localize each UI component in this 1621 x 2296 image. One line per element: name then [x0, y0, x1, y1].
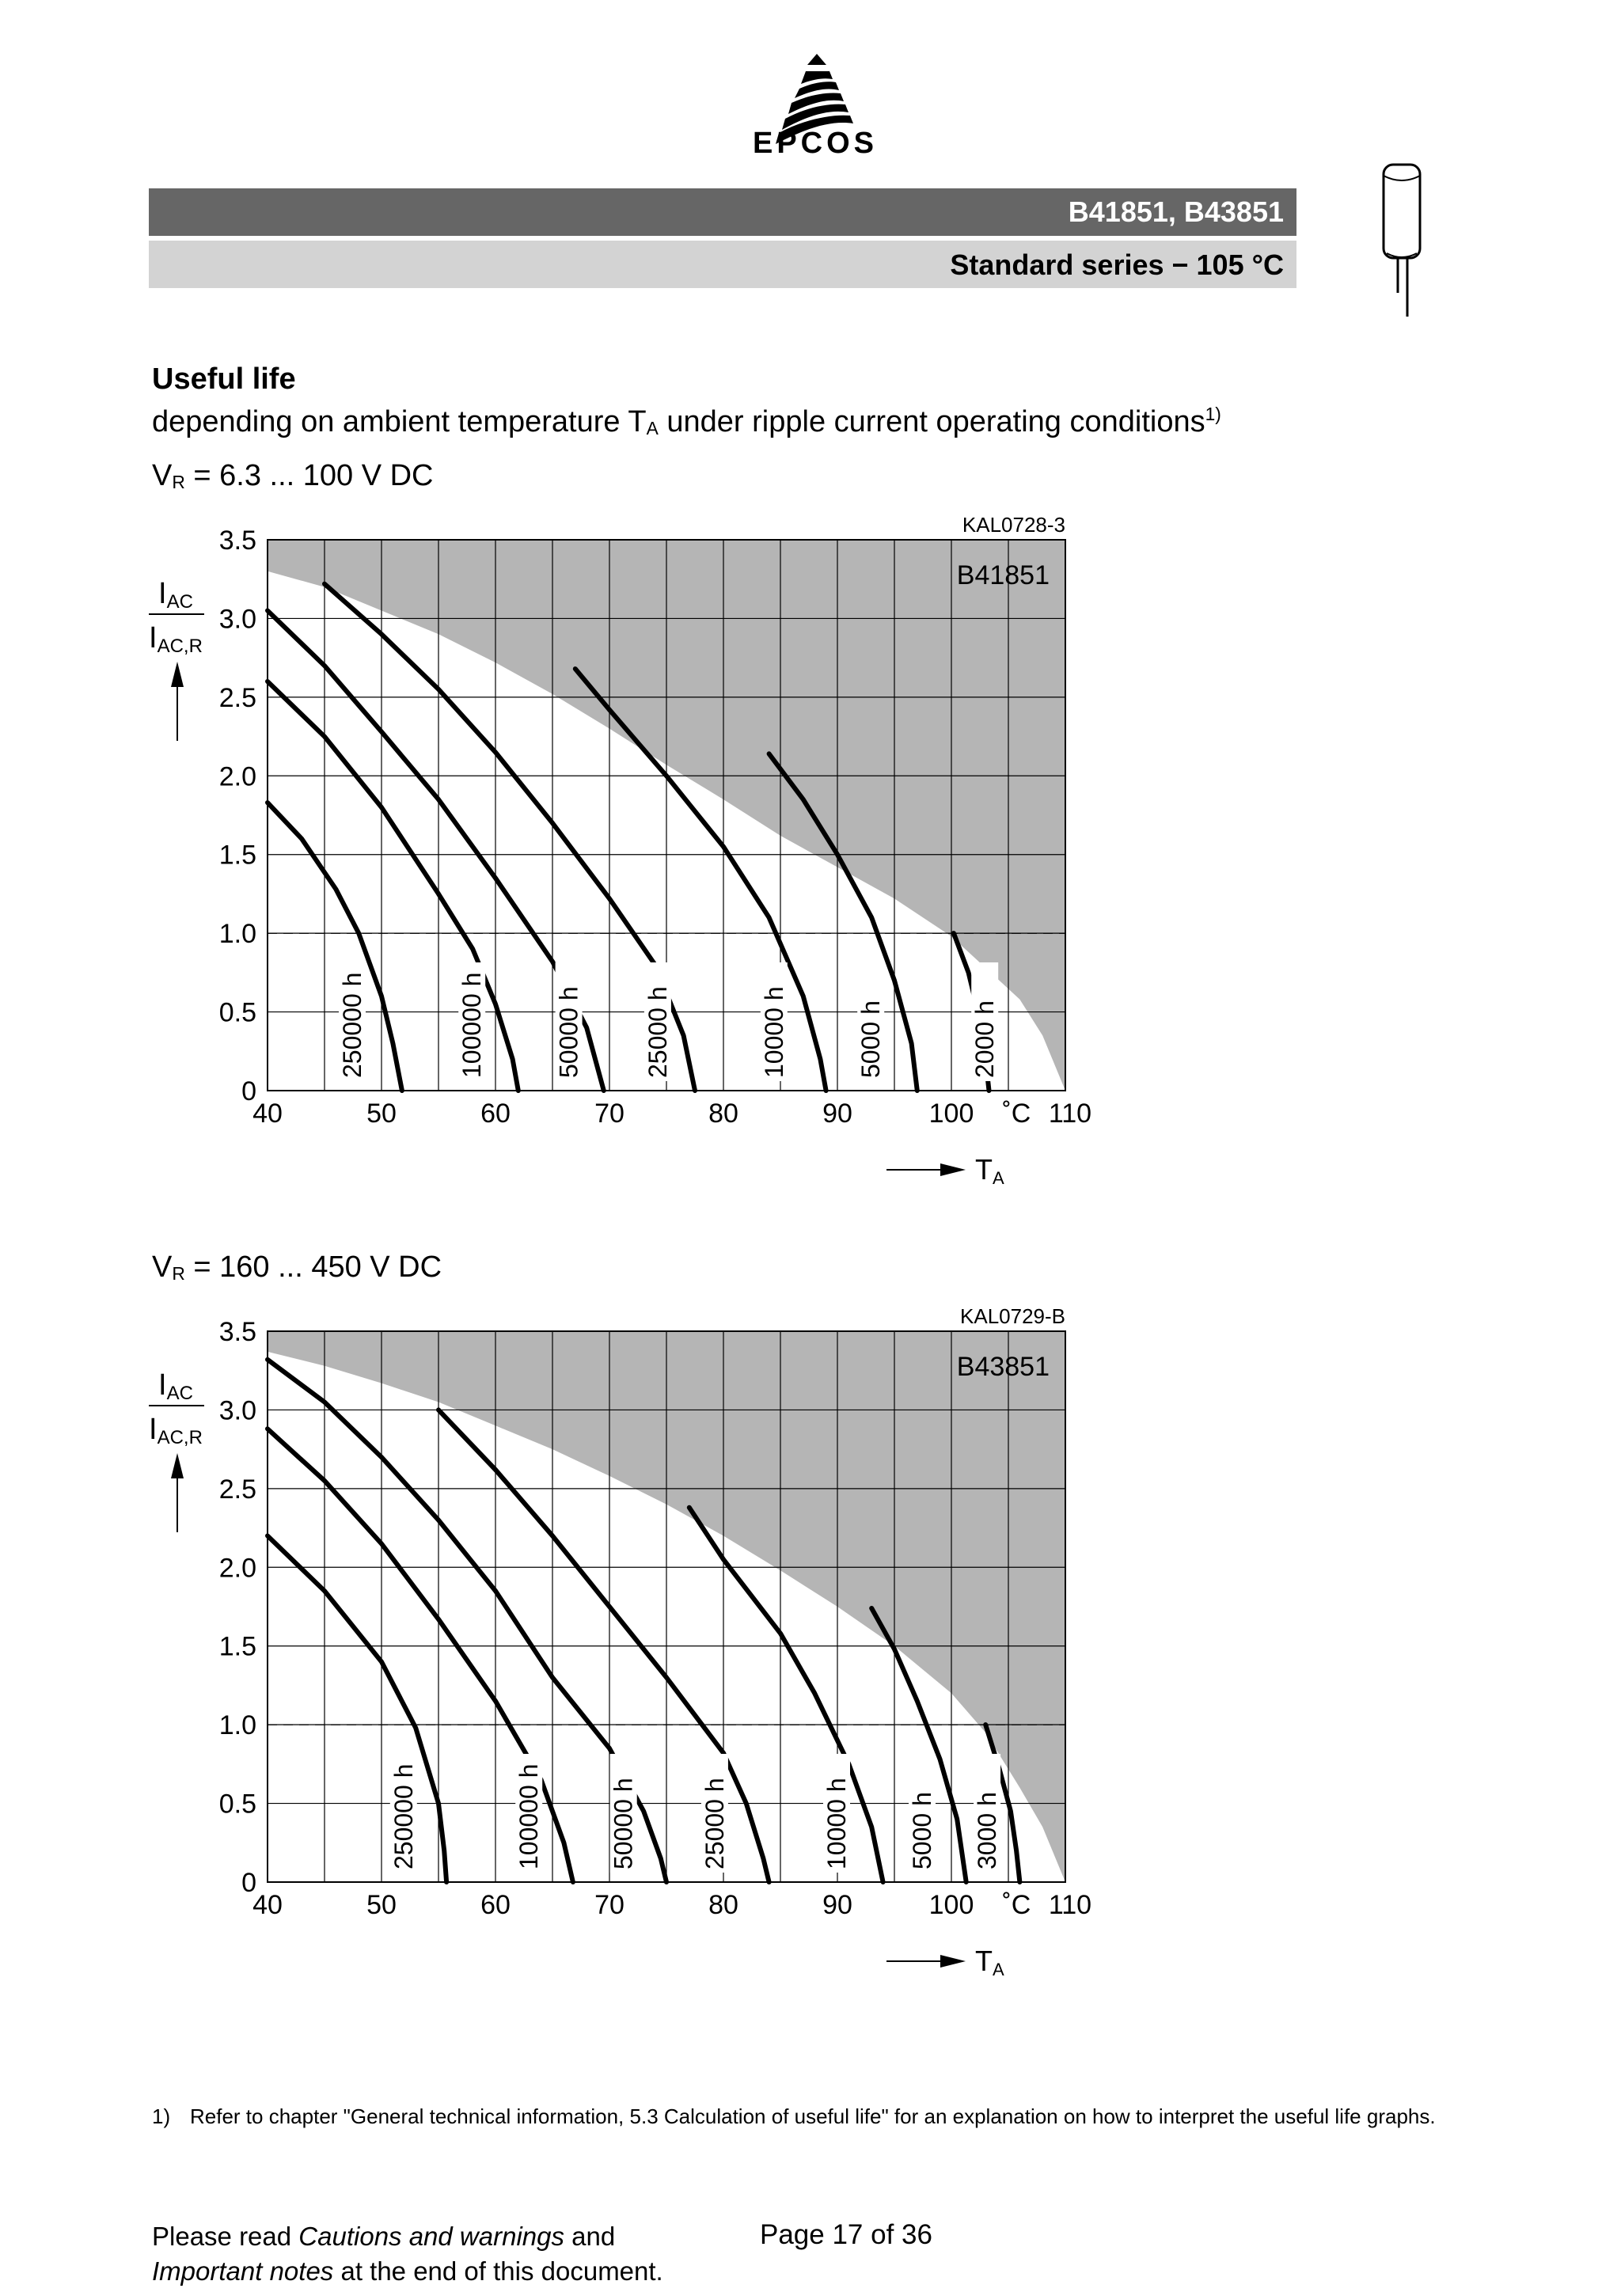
x-tick-label: 100: [928, 1890, 974, 1920]
section-subtitle: depending on ambient temperature $T_A$ under ripple current operating conditions$^{1)}$: [152, 404, 1221, 438]
x-tick-label: 110: [1048, 1890, 1092, 1920]
useful-life-chart-b41851: [0, 507, 1621, 1219]
x-tick-label: 90: [822, 1099, 852, 1129]
y-arrow-head: [171, 662, 184, 687]
y-tick-label: 3.0: [218, 604, 256, 635]
curve-250000-h: [268, 1536, 446, 1883]
voltage-label-2: $V_R = 160$ ... 450 V DC: [152, 1250, 442, 1284]
y-tick-label: 1.0: [218, 1710, 256, 1741]
x-unit: ˚C: [1002, 1890, 1031, 1920]
y-label-numerator: IAC: [158, 577, 193, 613]
x-arrow-head: [940, 1955, 966, 1968]
footnote-number: 1): [152, 2104, 171, 2128]
x-tick-label: 110: [1048, 1099, 1092, 1129]
x-axis-label: TA: [975, 1945, 1004, 1979]
footer-notice: Please read Cautions and warnings and Important notes at the end of this document.: [152, 2222, 663, 2286]
series-label: B41851: [956, 560, 1050, 590]
curve-label: 5000 h: [908, 1792, 936, 1869]
footnote-text: Refer to chapter "General technical information, 5.3 Calculation of useful life" for an explanation on how to interpret the useful life graphs.: [190, 2104, 1436, 2128]
y-tick-label: 1.5: [218, 1631, 256, 1662]
x-tick-label: 40: [252, 1099, 283, 1129]
y-tick-label: 2.5: [218, 1474, 256, 1505]
y-tick-label: 0: [241, 1076, 256, 1106]
curve-label: 50000 h: [554, 986, 583, 1078]
x-tick-label: 50: [366, 1890, 397, 1920]
page-number: Page 17 of 36: [760, 2219, 932, 2250]
x-tick-label: 60: [480, 1099, 511, 1129]
cautions-link[interactable]: Cautions and warnings: [298, 2222, 565, 2251]
important-notes-link[interactable]: Important notes: [152, 2256, 334, 2286]
curve-label: 5000 h: [856, 1000, 886, 1078]
curve-label: 3000 h: [973, 1792, 1002, 1869]
y-tick-label: 1.0: [218, 919, 256, 950]
curve-label: 100000 h: [457, 972, 487, 1078]
useful-life-chart-b43851: [0, 1298, 1621, 2010]
x-tick-label: 80: [708, 1890, 738, 1920]
series-bar: Standard series − 105 °C: [149, 241, 1296, 288]
y-tick-label: 3.5: [218, 526, 256, 556]
capacitor-icon: [1376, 158, 1431, 324]
curve-label: 250000 h: [389, 1763, 418, 1869]
curve-label: 25000 h: [643, 986, 672, 1078]
y-tick-label: 0: [241, 1868, 256, 1898]
chart-code: KAL0728-3: [962, 513, 1065, 537]
curve-label: 100000 h: [514, 1763, 544, 1869]
x-tick-label: 100: [928, 1099, 974, 1129]
section-title: Useful life: [152, 362, 296, 396]
y-tick-label: 3.0: [218, 1395, 256, 1426]
curve-label: 10000 h: [759, 986, 788, 1078]
y-tick-label: 2.0: [218, 1553, 256, 1584]
y-tick-label: 3.5: [218, 1317, 256, 1347]
y-tick-label: 0.5: [218, 1789, 256, 1820]
y-label-numerator: IAC: [158, 1368, 193, 1404]
part-number-bar: B41851, B43851: [149, 188, 1296, 236]
series-label: B43851: [956, 1352, 1050, 1382]
logo-text: EPCOS: [752, 127, 879, 160]
x-unit: ˚C: [1002, 1099, 1031, 1129]
y-label-denominator: IAC,R: [149, 621, 203, 657]
x-tick-label: 40: [252, 1890, 283, 1920]
x-tick-label: 60: [480, 1890, 511, 1920]
y-label-denominator: IAC,R: [149, 1413, 203, 1448]
x-tick-label: 70: [594, 1890, 624, 1920]
x-tick-label: 70: [594, 1099, 624, 1129]
chart-code: KAL0729-B: [960, 1304, 1065, 1328]
curve-label: 10000 h: [822, 1778, 851, 1869]
y-tick-label: 2.0: [218, 761, 256, 792]
voltage-label-1: $V_R = 6.3$ ... 100 V DC: [152, 459, 434, 492]
x-arrow-head: [940, 1163, 966, 1176]
y-arrow-head: [171, 1453, 184, 1478]
curve-label: 25000 h: [700, 1778, 729, 1869]
x-tick-label: 90: [822, 1890, 852, 1920]
x-axis-label: TA: [975, 1153, 1004, 1188]
y-tick-label: 2.5: [218, 682, 256, 713]
curve-label: 50000 h: [609, 1778, 638, 1869]
curve-label: 250000 h: [338, 972, 366, 1078]
y-tick-label: 1.5: [218, 840, 256, 871]
y-tick-label: 0.5: [218, 997, 256, 1028]
curve-label: 2000 h: [970, 1000, 1000, 1078]
x-tick-label: 80: [708, 1099, 738, 1129]
x-tick-label: 50: [366, 1099, 397, 1129]
